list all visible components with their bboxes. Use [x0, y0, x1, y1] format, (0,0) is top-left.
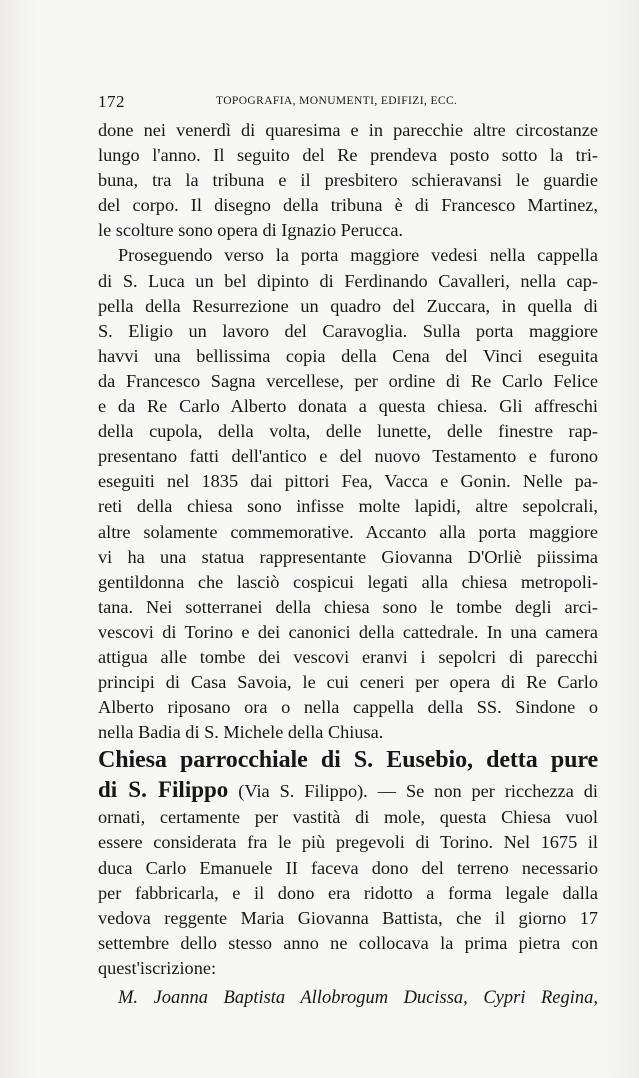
text-line: altre solamente commemorative. Accanto alla porta maggiore — [98, 521, 598, 542]
text-line: Proseguendo verso la porta maggiore vedesi nella cappella — [118, 245, 598, 266]
paragraph-3 — [98, 775, 598, 981]
text-line: lungo l'anno. Il seguito del Re prendeva posto sotto la tri- — [98, 145, 598, 166]
text-line: del corpo. Il disegno della tribuna è di Francesco Martinez, — [98, 195, 598, 216]
running-head: TOPOGRAFIA, MONUMENTI, EDIFIZI, ECC. — [216, 95, 458, 107]
text-line: da Francesco Sagna vercellese, per ordine di Re Carlo Felice — [98, 370, 598, 391]
text-line: presentano fatti dell'antico e del nuovo Testamento e furono — [98, 446, 598, 467]
text-line: ornati, certamente per vastità di mole, questa Chiesa vuol — [98, 807, 598, 828]
text-line: reti della chiesa sono infisse molte lapidi, altre sepolcrali, — [98, 496, 598, 517]
text-line: principi di Casa Savoia, le cui ceneri per opera di Re Carlo — [98, 672, 598, 693]
text-line: Alberto riposano ora o nella cappella della SS. Sindone o — [98, 697, 598, 718]
section-subtitle: (Via S. Filippo). — Se non per ricchezza di — [228, 781, 598, 802]
text-line: attigua alle tombe dei vescovi eranvi i sepolcri di parecchi — [98, 646, 598, 667]
text-line: pella della Resurrezione un quadro del Zuccara, in quella di — [98, 295, 598, 316]
paragraph-2 — [98, 243, 598, 745]
text-line: gentildonna che lasciò cospicui legati alla chiesa metropoli- — [98, 571, 598, 592]
paragraph-1 — [98, 118, 598, 243]
text-line: vescovi di Torino e dei canonici della cattedrale. In una camera — [98, 621, 598, 642]
text-line: havvi una bellissima copia della Cena del Vinci eseguita — [98, 345, 598, 366]
text-line: tana. Nei sotterranei della chiesa sono le tombe degli arci- — [98, 596, 598, 617]
text-line: done nei venerdì di quaresima e in parecchie altre circostanze — [98, 120, 598, 140]
text-line: duca Carlo Emanuele II faceva dono del terreno necessario — [98, 857, 598, 878]
page-header — [98, 92, 598, 112]
section-heading — [98, 745, 598, 775]
text-line: e da Re Carlo Alberto donata a questa chiesa. Gli affreschi — [98, 396, 598, 417]
section-title-continuation: di S. Filippo — [98, 777, 229, 803]
text-line: le scolture sono opera di Ignazio Perucca. — [98, 220, 404, 241]
text-line: quest'iscrizione: — [98, 957, 217, 978]
text-block — [98, 118, 598, 1012]
text-line: essere considerata fra le più pregevoli di Torino. Nel 1675 il — [98, 832, 598, 853]
heading-continuation-line — [98, 775, 598, 805]
section-title: Chiesa parrocchiale di S. Eusebio, detta pure — [98, 747, 598, 774]
inscription: M. Joanna Baptista Allobrogum Ducissa, Cypri Regina, — [118, 988, 598, 1008]
text-line: di S. Luca un bel dipinto di Ferdinando Cavalleri, nella cap- — [98, 270, 598, 291]
page-number: 172 — [98, 92, 125, 111]
text-line: buna, tra la tribuna e il presbitero schieravansi le guardie — [98, 170, 598, 191]
text-line: vedova reggente Maria Giovanna Battista, che il giorno 17 — [98, 907, 598, 928]
text-line: eseguiti nel 1835 dai pittori Fea, Vacca e Gonin. Nelle pa- — [98, 471, 598, 492]
text-line: per fabbricarla, e il dono era ridotto a forma legale dalla — [98, 882, 598, 903]
text-line: settembre dello stesso anno ne collocava la prima pietra con — [98, 932, 598, 953]
text-line: vi ha una statua rappresentante Giovanna D'Orliè piissima — [98, 546, 598, 567]
text-line: nella Badia di S. Michele della Chiusa. — [98, 722, 384, 743]
text-line: S. Eligio un lavoro del Caravoglia. Sulla porta maggiore — [98, 320, 598, 341]
text-line: della cupola, della volta, delle lunette, delle finestre rap- — [98, 421, 598, 442]
